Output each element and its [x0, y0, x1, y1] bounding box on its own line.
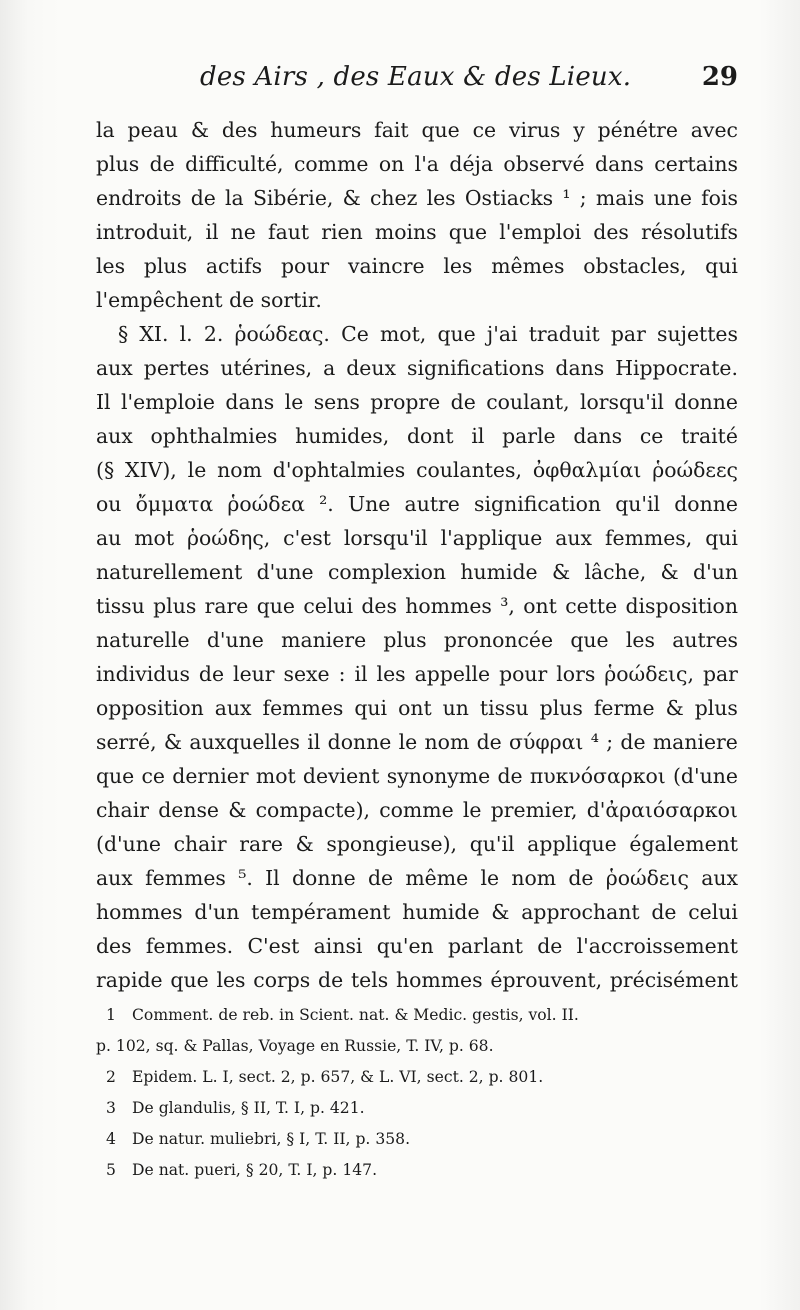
body-line: la peau & des humeurs fait que ce virus y pénétre avec — [96, 118, 738, 142]
body-line: aux pertes utérines, a deux significations dans Hippocrate. — [96, 356, 738, 380]
body-line: opposition aux femmes qui ont un tissu plus ferme & plus — [96, 696, 738, 720]
body-line: § XI. l. 2. ῥοώδεας. Ce mot, que j'ai traduit par sujettes — [118, 322, 738, 346]
body-line: des femmes. C'est ainsi qu'en parlant de l'accroissement — [96, 934, 738, 958]
footnote-number: 2 — [106, 1068, 116, 1086]
footnote-number: 5 — [106, 1161, 116, 1179]
footnote-text: Comment. de reb. in Scient. nat. & Medic. gestis, vol. II. — [132, 1006, 579, 1024]
footnote-text: De natur. muliebri, § I, T. II, p. 358. — [132, 1130, 411, 1148]
footnote — [96, 1000, 738, 1031]
footnote-number: 3 — [106, 1099, 116, 1117]
body-line: individus de leur sexe : il les appelle pour lors ῥοώδεις, par — [96, 662, 738, 686]
body-line: naturellement d'une complexion humide & lâche, & d'un — [96, 560, 738, 584]
body-line: tissu plus rare que celui des hommes ³, ont cette disposition — [96, 594, 738, 618]
body-line: chair dense & compacte), comme le premier, d'ἀραιόσαρκοι — [96, 798, 738, 822]
footnote — [96, 1093, 738, 1124]
body-text — [96, 113, 738, 997]
body-line: (§ XIV), le nom d'ophtalmies coulantes, ὀφθαλμίαι ῥοώδεες — [96, 458, 738, 482]
body-line: au mot ῥοώδης, c'est lorsqu'il l'applique aux femmes, qui — [96, 526, 738, 550]
footnote — [96, 1031, 738, 1062]
page-header — [96, 62, 738, 102]
body-line: l'empêchent de sortir. — [96, 288, 322, 312]
body-line: naturelle d'une maniere plus prononcée que les autres — [96, 628, 738, 652]
body-line: rapide que les corps de tels hommes éprouvent, précisément — [96, 968, 738, 992]
body-line: endroits de la Sibérie, & chez les Ostiacks ¹ ; mais une fois — [96, 186, 738, 210]
body-line: Il l'emploie dans le sens propre de coulant, lorsqu'il donne — [96, 390, 738, 414]
page-number: 29 — [701, 62, 738, 92]
body-line: (d'une chair rare & spongieuse), qu'il applique également — [96, 832, 738, 856]
footnote — [96, 1062, 738, 1093]
footnote-text: p. 102, sq. & Pallas, Voyage en Russie, T. IV, p. 68. — [96, 1037, 494, 1055]
body-line: aux ophthalmies humides, dont il parle dans ce traité — [96, 424, 738, 448]
footnote — [96, 1124, 738, 1155]
body-line: serré, & auxquelles il donne le nom de σύφραι ⁴ ; de maniere — [96, 730, 738, 754]
body-line: les plus actifs pour vaincre les mêmes obstacles, qui — [96, 254, 738, 278]
footnotes — [96, 1000, 738, 1186]
footnote-text: De nat. pueri, § 20, T. I, p. 147. — [132, 1161, 378, 1179]
body-line: introduit, il ne faut rien moins que l'emploi des résolutifs — [96, 220, 738, 244]
footnote-number: 4 — [106, 1130, 116, 1148]
footnote-text: Epidem. L. I, sect. 2, p. 657, & L. VI, sect. 2, p. 801. — [132, 1068, 544, 1086]
running-title: des Airs , des Eaux & des Lieux. — [200, 62, 632, 92]
footnote — [96, 1155, 738, 1186]
body-line: aux femmes ⁵. Il donne de même le nom de ῥοώδεις aux — [96, 866, 738, 890]
footnote-text: De glandulis, § II, T. I, p. 421. — [132, 1099, 365, 1117]
footnote-number: 1 — [106, 1006, 116, 1024]
body-line: ou ὄμματα ῥοώδεα ². Une autre signification qu'il donne — [96, 492, 738, 516]
body-line: hommes d'un tempérament humide & approchant de celui — [96, 900, 738, 924]
body-line: plus de difficulté, comme on l'a déja observé dans certains — [96, 152, 738, 176]
body-line: que ce dernier mot devient synonyme de πυκνόσαρκοι (d'une — [96, 764, 738, 788]
